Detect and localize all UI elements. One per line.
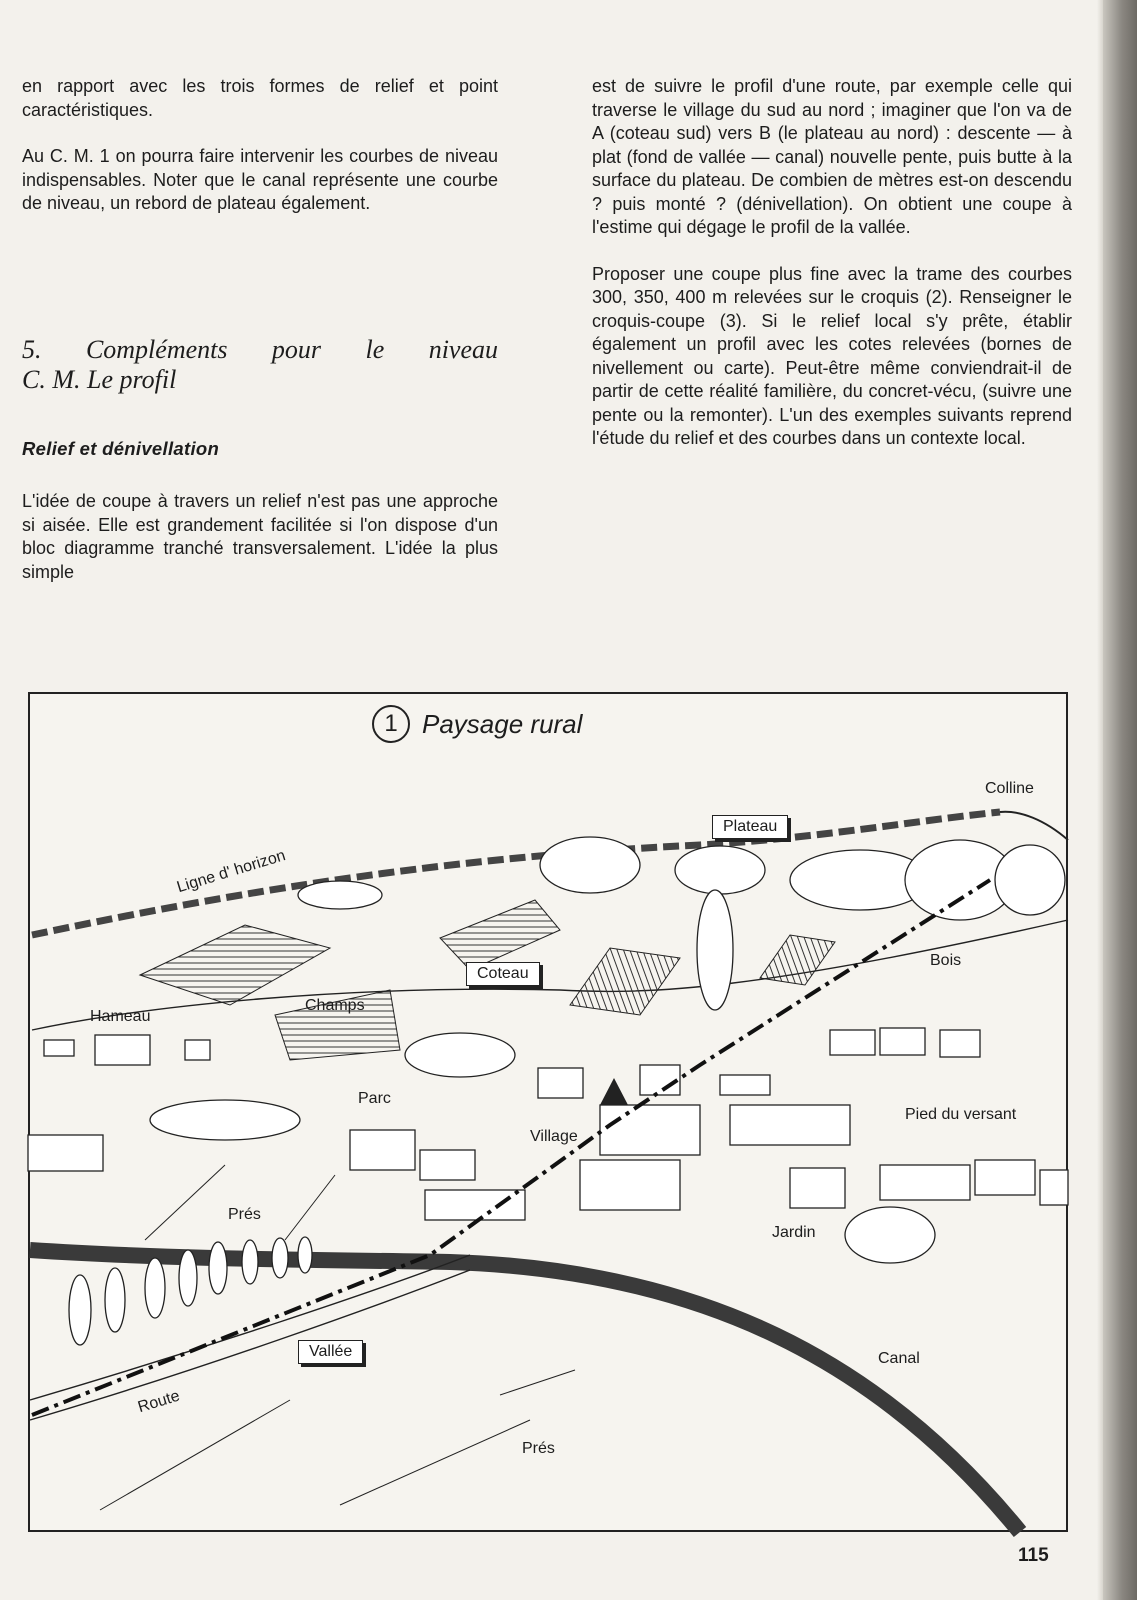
- road-edge-2: [30, 1270, 470, 1420]
- label-pres-top: Prés: [228, 1206, 261, 1223]
- label-route: Route: [136, 1387, 182, 1417]
- figure-number: 1: [372, 705, 410, 743]
- label-colline: Colline: [985, 780, 1034, 797]
- label-hameau: Hameau: [90, 1008, 151, 1025]
- label-ligne-horizon: Ligne d' horizon: [175, 847, 288, 897]
- church-steeple: [600, 1078, 628, 1105]
- label-pres-bottom: Prés: [522, 1440, 555, 1457]
- label-jardin: Jardin: [772, 1224, 816, 1241]
- right-paragraph-1: est de suivre le profil d'une route, par exemple celle qui traverse le village du sud au nord ; imaginer que l'on va de A (coteau sud) vers B (le plateau au nord) : descente — à plat (fond de vallée — canal) nouvelle pente, puis butte à la surface du plateau. De combien de mètres est-on descendu ? puis monté ? (dénivellation). On obtient une coupe à l'estime qui dégage le profil de la vallée.: [592, 76, 1072, 237]
- page-number: 115: [1018, 1545, 1049, 1566]
- figure-title: [372, 705, 582, 743]
- woods-plateau: [298, 837, 1065, 1010]
- figure-title-text: Paysage rural: [422, 708, 583, 739]
- section-paragraph-1: L'idée de coupe à travers un relief n'est pas une approche si aisée. Elle est grandement facilitée si l'on dispose d'un bloc diagramme tranché transversalement. L'idée la plus simple: [22, 491, 498, 582]
- label-pied-versant: Pied du versant: [905, 1106, 1017, 1123]
- label-plateau: Plateau: [712, 815, 788, 839]
- field-1: [140, 925, 330, 1005]
- label-canal: Canal: [878, 1350, 920, 1367]
- field-3: [440, 900, 560, 970]
- label-bois: Bois: [930, 952, 962, 969]
- section-title-line-1: 5. Compléments pour le niveau: [22, 335, 498, 364]
- label-parc: Parc: [358, 1090, 391, 1107]
- label-coteau: Coteau: [466, 962, 540, 986]
- section-title-line-2: C. M. Le profil: [22, 365, 177, 394]
- field-4: [570, 948, 680, 1015]
- left-paragraph-2: Au C. M. 1 on pourra faire intervenir les courbes de niveau indispensables. Noter que le canal représente une courbe de niveau, un rebord de plateau également.: [22, 146, 498, 213]
- subheading: Relief et dénivellation: [22, 438, 220, 459]
- label-vallee: Vallée: [298, 1340, 363, 1364]
- right-paragraph-2: Proposer une coupe plus fine avec la trame des courbes 300, 350, 400 m relevées sur le croquis (2). Renseigner le croquis-coupe (3). Si le relief local s'y prête, établir également un profil avec les cotes relevées (bornes de nivellement ou carte). Peut-être même conviendrait-il de partir de cette réalité familière, du concret-vécu, (suivre une pente ou la remonter). L'un des exemples suivants reprend l'étude du relief et des courbes dans un contexte local.: [592, 263, 1072, 448]
- left-paragraph-1: en rapport avec les trois formes de relief et point caractéristiques.: [22, 76, 498, 120]
- label-village: Village: [530, 1128, 578, 1145]
- label-champs: Champs: [305, 997, 365, 1014]
- field-5: [760, 935, 835, 985]
- hill-outline: [1000, 812, 1068, 840]
